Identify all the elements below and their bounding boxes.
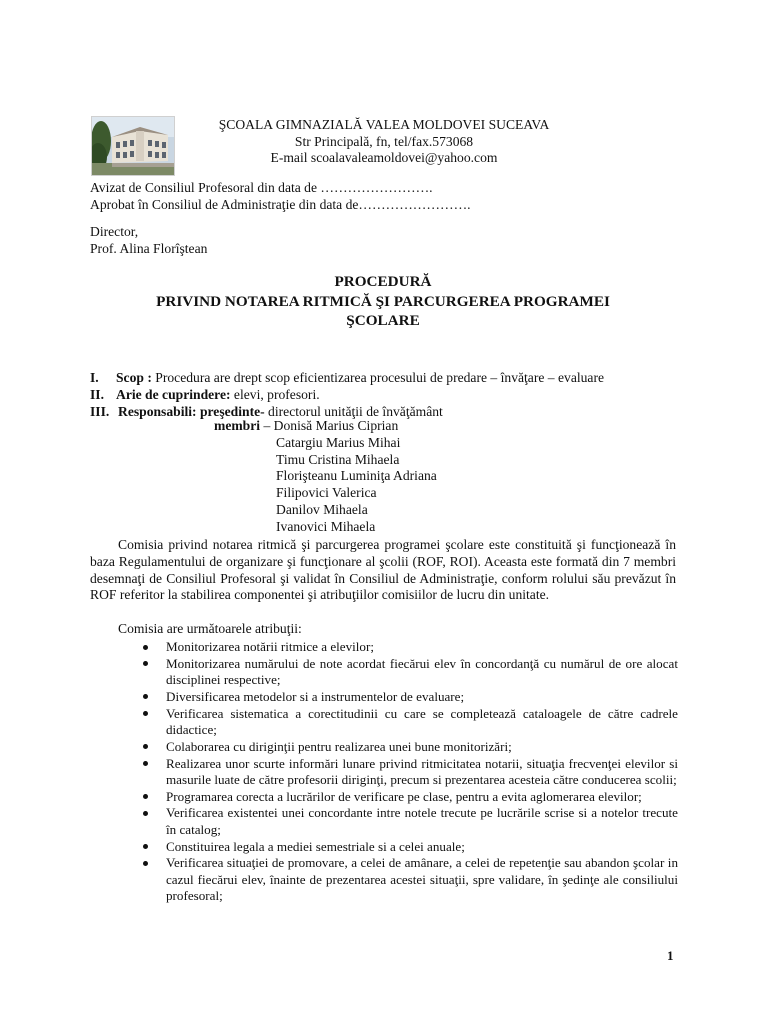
- sections-block: [90, 370, 680, 420]
- list-item: [140, 756, 678, 789]
- members-first-line: [214, 418, 614, 435]
- page-number: 1: [667, 948, 674, 963]
- section-scope: [90, 370, 680, 387]
- director-block: [90, 224, 390, 258]
- list-item-text: Colaborarea cu diriginţii pentru realizarea unei bune monitorizări;: [166, 738, 512, 754]
- member-name: Catargiu Marius Mihai: [276, 434, 401, 450]
- list-item-text: Programarea corecta a lucrărilor de verificare pe clase, pentru a evita aglomerarea elevilor;: [166, 788, 642, 804]
- bullet-icon: [143, 744, 148, 749]
- school-building-photo: [91, 116, 175, 176]
- member-name: Timu Cristina Mihaela: [276, 451, 400, 467]
- section-text: Procedura are drept scop eficientizarea procesului de predare – învăţare – evaluare: [151, 370, 605, 385]
- director-name: Prof. Alina Florîştean: [90, 240, 208, 256]
- bullet-icon: [143, 761, 148, 766]
- section-number: II.: [90, 386, 104, 402]
- bullet-icon: [143, 811, 148, 816]
- bullet-icon: [143, 844, 148, 849]
- section-text: elevi, profesori.: [230, 386, 320, 402]
- title-line-1: PROCEDURĂ: [334, 273, 432, 290]
- section-number: III.: [90, 403, 110, 419]
- list-item: [140, 706, 678, 739]
- bullet-icon: [143, 794, 148, 799]
- section-label: Scop :: [116, 370, 152, 385]
- approval-professor-council: Avizat de Consiliul Profesoral din data de …………………….: [90, 180, 433, 195]
- members-list: [214, 418, 614, 536]
- section-label: Arie de cuprindere:: [116, 386, 231, 402]
- section-scope-area: [90, 387, 680, 404]
- president-label: preşedinte-: [196, 403, 265, 419]
- list-item: [140, 739, 678, 755]
- commission-paragraph: Comisia privind notarea ritmică şi parcurgerea programei şcolare este constituită şi funcţionează în baza Regulamentului de organizare şi funcţionare al şcolii (ROF, ROI). Aceasta este formată din 7 membri desemnaţi de Consiliul Profesoral şi validat în Consiliul de Administraţie, conform rolului său prevăzut în ROF referitor la stabilirea componentei şi atribuţiilor comisiilor de lucru din unitate.: [90, 537, 676, 603]
- list-item: [140, 855, 678, 904]
- bullet-icon: [143, 711, 148, 716]
- list-item: [140, 689, 678, 705]
- president-text: directorul unităţii de învăţământ: [264, 403, 443, 419]
- list-item-text: Monitorizarea notării ritmice a elevilor;: [166, 639, 374, 654]
- school-email: E-mail scoalavaleamoldovei@yahoo.com: [270, 150, 498, 165]
- bullet-icon: [143, 645, 148, 650]
- list-item: [140, 656, 678, 689]
- list-item: [140, 839, 678, 855]
- list-item: [140, 805, 678, 838]
- member-name: Danilov Mihaela: [276, 501, 368, 517]
- approvals-block: [90, 180, 690, 214]
- members-label: membri: [214, 418, 261, 433]
- director-title: Director,: [90, 224, 139, 239]
- approval-admin-council: Aprobat în Consiliul de Administraţie din data de…………………….: [90, 196, 471, 212]
- school-header: [180, 117, 588, 167]
- list-item: [140, 639, 678, 655]
- title-line-2: PRIVIND NOTAREA RITMICĂ ŞI PARCURGEREA PROGRAMEI: [156, 292, 610, 310]
- list-item-text: Realizarea unor scurte informări lunare privind ritmicitatea notarii, situaţia frecvenţei elevilor si masurile luate de către profesorii diriginţi, precum si prezentarea acesteia către conducerea scolii;: [166, 755, 678, 787]
- list-item-text: Verificarea situaţiei de promovare, a celei de amânare, a celei de repetenţie sau abandon şcolar in cazul fiecărui elev, înainte de prezentarea acestei situaţii, spre validare, în şedinţe ale consiliului profesoral;: [166, 855, 678, 903]
- section-number: I.: [90, 370, 99, 385]
- attributes-intro: Comisia are următoarele atribuţii:: [118, 621, 302, 636]
- member-name: Florişteanu Luminiţa Adriana: [276, 468, 437, 484]
- bullet-icon: [143, 861, 148, 866]
- list-item-text: Verificarea sistematica a corectitudinii cu care se completează cataloagele de către cadrele didactice;: [166, 705, 678, 737]
- section-label: Responsabili:: [118, 403, 197, 419]
- title-line-3: ŞCOLARE: [346, 312, 420, 329]
- school-name: ŞCOALA GIMNAZIALĂ VALEA MOLDOVEI SUCEAVA: [218, 117, 550, 132]
- list-item-text: Diversificarea metodelor si a instrumentelor de evaluare;: [166, 688, 465, 704]
- school-address: Str Principală, fn, tel/fax.573068: [294, 133, 474, 149]
- members-dash: –: [260, 418, 274, 433]
- bullet-icon: [143, 661, 148, 666]
- list-item-text: Verificarea existentei unei concordante intre notele trecute pe lucrările scrise si a notelor trecute în catalog;: [166, 805, 678, 837]
- bullet-icon: [143, 694, 148, 699]
- list-item: [140, 789, 678, 805]
- attributes-list: [140, 639, 678, 905]
- list-item-text: Constituirea legala a mediei semestriale si a celei anuale;: [166, 838, 465, 854]
- member-name: Filipovici Valerica: [276, 485, 377, 501]
- list-item-text: Monitorizarea numărului de note acordat fiecărui elev în concordanţă cu numărul de ore alocat disciplinei respective;: [166, 655, 678, 688]
- document-title: [90, 272, 676, 331]
- member-name: Donisă Marius Ciprian: [273, 418, 399, 433]
- member-name: Ivanovici Mihaela: [276, 518, 376, 534]
